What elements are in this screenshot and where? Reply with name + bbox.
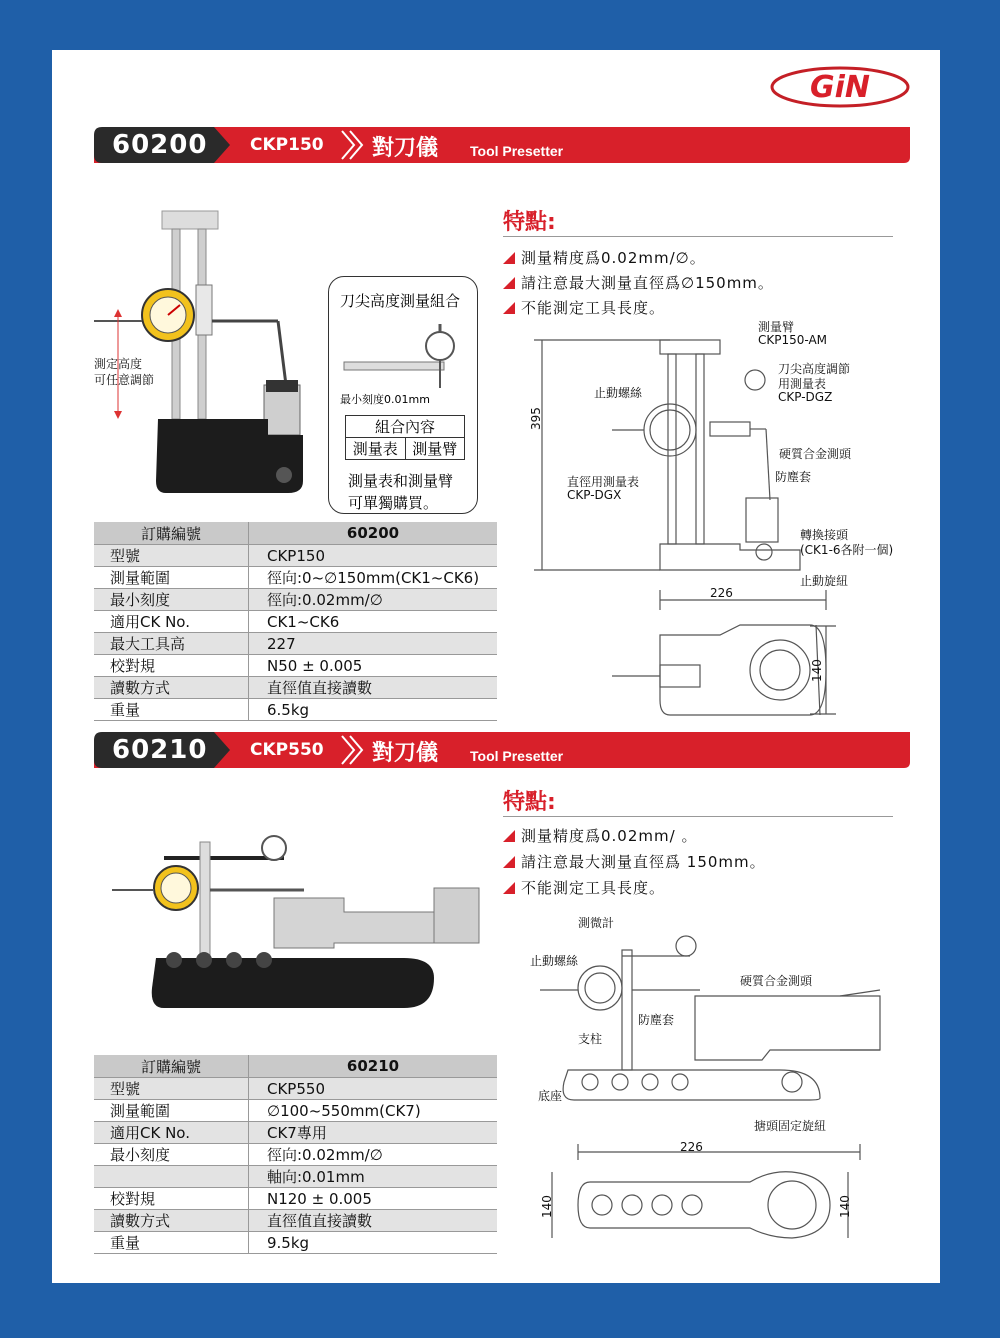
spec-key: 最小刻度 [94, 589, 249, 611]
spec-value: ∅100~550mm(CK7) [249, 1100, 498, 1122]
spec-key: 讀數方式 [94, 1210, 249, 1232]
product-subtitle: Tool Presetter [470, 143, 564, 159]
product-code: 60210 [112, 735, 208, 765]
feature-item: 測量精度爲0.02mm/∅。 [503, 247, 706, 268]
bullet-icon [503, 277, 515, 289]
spec-table-60200 [94, 522, 497, 721]
bullet-icon [503, 302, 515, 314]
spec-value: 徑向:0.02mm/∅ [249, 1144, 498, 1166]
dim-width: 226 [680, 1140, 703, 1154]
spec-key [94, 1166, 249, 1188]
spec-value: 6.5kg [249, 699, 498, 721]
label-dia-code: CKP-DGX [567, 488, 622, 502]
spec-key: 訂購編號 [94, 1055, 249, 1078]
features-divider [503, 236, 893, 237]
spec-key: 適用CK No. [94, 1122, 249, 1144]
label-arm: 測量臂 [758, 320, 795, 334]
feature-item: 請注意最大測量直徑爲 150mm。 [503, 851, 766, 872]
spec-value: CKP150 [249, 545, 498, 567]
spec-key: 校對規 [94, 1188, 249, 1210]
label-stop-screw: 止動螺絲 [530, 954, 579, 968]
label-dia-gauge: 直徑用測量表 [567, 475, 640, 489]
ckp550-photo [104, 818, 494, 1018]
features-divider [503, 816, 893, 817]
spec-value: 直徑值直接讀數 [249, 1210, 498, 1232]
spec-value: CK7專用 [249, 1122, 498, 1144]
combo-table [345, 415, 465, 460]
spec-value: CKP550 [249, 1078, 498, 1100]
model-name: CKP150 [250, 135, 324, 155]
label-arm-code: CKP150-AM [758, 333, 828, 347]
feature-item: 不能測定工具長度。 [503, 877, 665, 898]
label-dust-cover: 防塵套 [775, 470, 812, 484]
spec-key: 訂購編號 [94, 522, 249, 545]
combo-header: 組合內容 [346, 416, 465, 438]
features-heading: 特點: [503, 210, 556, 235]
spec-key: 最大工具高 [94, 633, 249, 655]
spec-value: 227 [249, 633, 498, 655]
logo-text: GiN [809, 70, 871, 105]
spec-value: 直徑值直接讀數 [249, 677, 498, 699]
feature-item: 測量精度爲0.02mm/ 。 [503, 825, 697, 846]
label-post: 支柱 [578, 1032, 603, 1046]
bullet-icon [503, 830, 515, 842]
product-title: 對刀儀 [372, 136, 439, 161]
min-scale-label: 最小刻度0.01mm [340, 393, 430, 406]
dial-indicator-icon [340, 318, 470, 398]
label-adapter: 轉換接頭 [800, 528, 849, 542]
spec-key: 校對規 [94, 655, 249, 677]
bullet-icon [503, 856, 515, 868]
spec-value: 60210 [249, 1055, 498, 1078]
spec-key: 型號 [94, 1078, 249, 1100]
label-stop-screw: 止動螺絲 [594, 386, 643, 400]
label-stop-knob: 止動旋紐 [800, 574, 849, 588]
spec-key: 讀數方式 [94, 677, 249, 699]
feature-item: 請注意最大測量直徑爲∅150mm。 [503, 272, 774, 293]
spec-key: 適用CK No. [94, 611, 249, 633]
ckp150-technical-drawing [520, 320, 910, 720]
callout-title: 刀尖高度測量組合 [340, 292, 461, 310]
dim-width: 226 [710, 586, 733, 600]
spec-value: N120 ± 0.005 [249, 1188, 498, 1210]
spec-key: 重量 [94, 699, 249, 721]
label-tip-gauge: 刀尖高度調節 [778, 362, 851, 376]
label-tip-code: CKP-DGZ [778, 390, 833, 404]
spec-value: 60200 [249, 522, 498, 545]
spec-value: N50 ± 0.005 [249, 655, 498, 677]
label-micrometer: 測微計 [578, 916, 615, 930]
spec-key: 重量 [94, 1232, 249, 1254]
product-title: 對刀儀 [372, 741, 439, 766]
spec-value: 徑向:0~∅150mm(CK1~CK6) [249, 567, 498, 589]
label-dust-cover: 防塵套 [638, 1013, 675, 1027]
label-tip-gauge: 用測量表 [778, 377, 827, 391]
callout-note: 測量表和測量臂 可單獨購買。 [348, 472, 454, 512]
product-subtitle: Tool Presetter [470, 748, 564, 764]
feature-item: 不能測定工具長度。 [503, 297, 665, 318]
dim-depth: 140 [540, 1195, 554, 1218]
dim-depth: 140 [838, 1195, 852, 1218]
ckp150-photo [88, 205, 328, 505]
combo-item: 測量臂 [405, 438, 465, 460]
label-base: 底座 [538, 1089, 563, 1103]
spec-key: 測量範圍 [94, 1100, 249, 1122]
spec-key: 型號 [94, 545, 249, 567]
height-adjust-label: 測定高度 可任意調節 [94, 357, 155, 387]
section2-banner [94, 732, 910, 768]
spec-key: 測量範圍 [94, 567, 249, 589]
spec-value: 軸向:0.01mm [249, 1166, 498, 1188]
combo-item: 測量表 [346, 438, 406, 460]
bullet-icon [503, 882, 515, 894]
spec-table-60210 [94, 1055, 497, 1254]
features-heading: 特點: [503, 790, 556, 815]
spec-value: 9.5kg [249, 1232, 498, 1254]
product-code: 60200 [112, 130, 208, 160]
label-lock-knob: 搪頭固定旋紐 [754, 1119, 827, 1133]
section1-banner [94, 127, 910, 163]
gin-logo [770, 66, 910, 108]
label-carbide: 硬質合金測頭 [740, 974, 813, 988]
spec-key: 最小刻度 [94, 1144, 249, 1166]
label-adapter-note: (CK1-6各附一個) [800, 543, 894, 557]
bullet-icon [503, 252, 515, 264]
dim-depth: 140 [810, 659, 824, 682]
dim-height: 395 [529, 407, 543, 430]
spec-value: 徑向:0.02mm/∅ [249, 589, 498, 611]
spec-value: CK1~CK6 [249, 611, 498, 633]
model-name: CKP550 [250, 740, 324, 760]
label-carbide: 硬質合金測頭 [779, 447, 852, 461]
